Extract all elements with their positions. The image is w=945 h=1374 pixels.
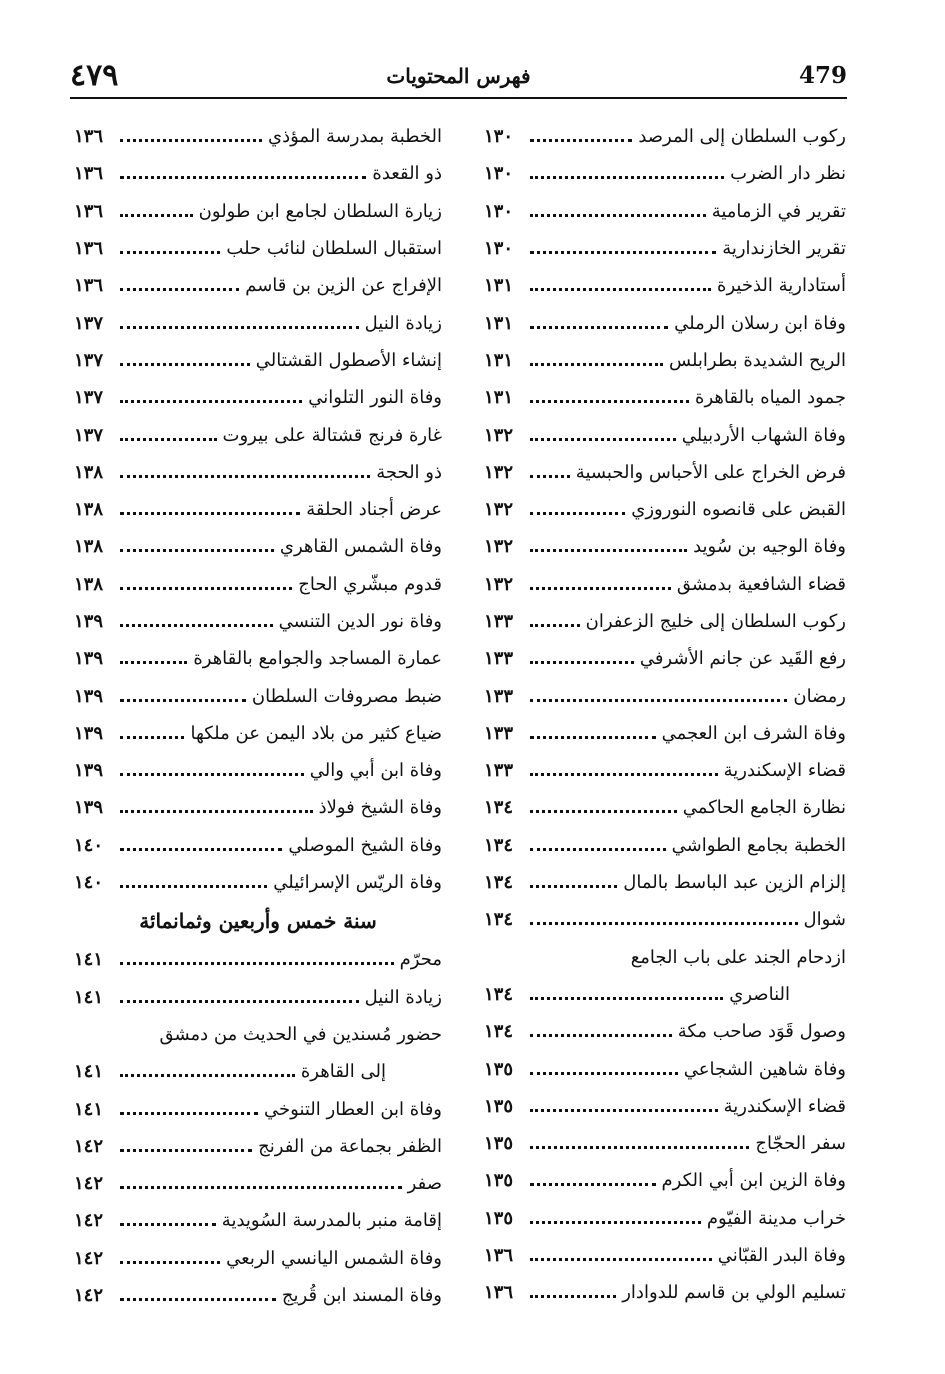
toc-entry: [484, 566, 846, 603]
toc-entry-title: وفاة الشيخ فولاذ: [318, 797, 442, 819]
dot-leader: [120, 549, 274, 552]
toc-entry-page: ١٤٢: [74, 1285, 104, 1307]
toc-entry-title: خراب مدينة الفيّوم: [706, 1207, 846, 1229]
toc-entry-page: ١٣٦: [74, 163, 104, 185]
toc-entry-page: ١٣٩: [74, 648, 104, 670]
dot-leader: [120, 176, 366, 179]
dot-leader: [530, 139, 632, 142]
toc-entry: [484, 1237, 846, 1274]
toc-entry: [484, 715, 846, 752]
toc-entry-title: ضبط مصروفات السلطان: [251, 685, 442, 707]
toc-entry-title: تقرير في الزمامية: [711, 200, 846, 222]
toc-entry-page: ١٣٥: [484, 1133, 514, 1155]
toc-entry: [484, 379, 846, 416]
dot-leader: [530, 288, 711, 291]
dot-leader: [120, 1261, 220, 1264]
toc-entry-title: ذو الحجة: [376, 461, 442, 483]
toc-entry-page: ١٣٥: [484, 1095, 514, 1117]
toc-entry-title: وفاة الشهاب الأردبيلي: [681, 424, 846, 446]
dot-leader: [530, 251, 716, 254]
page-number-latin: 479: [798, 62, 847, 89]
toc-entry: [484, 789, 846, 826]
toc-entry-page: ١٣٨: [74, 461, 104, 483]
toc-entry-page: ١٣١: [484, 312, 514, 334]
dot-leader: [530, 810, 677, 813]
toc-entry-title: وفاة الشمس القاهري: [279, 536, 442, 558]
toc-entry-title: وفاة البدر القبّاني: [717, 1245, 846, 1267]
toc-entry-title: وفاة النور التلواني: [308, 387, 442, 409]
toc-entry-title: وصول قَوَد صاحب مكة: [677, 1021, 846, 1043]
toc-entry: [74, 416, 442, 453]
toc-entry: [74, 827, 442, 864]
toc-entry: [484, 491, 846, 528]
toc-entry-title: قدوم مبشّري الحاج: [298, 573, 442, 595]
dot-leader: [120, 661, 187, 664]
toc-entry: [484, 155, 846, 192]
toc-entry-title: وفاة الشمس اليانسي الربعي: [226, 1247, 442, 1269]
toc-entry-page: ١٤٢: [74, 1173, 104, 1195]
toc-entry: [74, 1016, 442, 1053]
toc-entry-title: زيارة السلطان لجامع ابن طولون: [198, 200, 442, 222]
toc-entry-page: ١٣٦: [74, 275, 104, 297]
dot-leader: [530, 1034, 672, 1037]
toc-entry-title: عرض أجناد الحلقة: [306, 499, 442, 521]
toc-entry-page: ١٤١: [74, 1098, 104, 1120]
toc-entry: [74, 864, 442, 901]
toc-entry-title: عمارة المساجد والجوامع بالقاهرة: [193, 648, 442, 670]
toc-entry: [74, 1128, 442, 1165]
dot-leader: [120, 475, 370, 478]
toc-entry-page: ١٣٩: [74, 722, 104, 744]
toc-entry-title: نظارة الجامع الحاكمي: [682, 797, 846, 819]
toc-column-left: [74, 118, 442, 1314]
toc-entry: [74, 230, 442, 267]
toc-entry: [74, 454, 442, 491]
toc-entry-title: وفاة شاهين الشجاعي: [683, 1058, 846, 1080]
toc-entry-title: حضور مُسندين في الحديث من دمشق: [159, 1023, 442, 1045]
dot-leader: [120, 1112, 258, 1115]
toc-entry-page: ١٣٣: [484, 685, 514, 707]
toc-entry: [74, 342, 442, 379]
toc-entry-page: ١٣٢: [484, 536, 514, 558]
dot-leader: [120, 810, 313, 813]
toc-entry: [74, 752, 442, 789]
toc-entry-title: وفاة ابن رسلان الرملي: [674, 312, 846, 334]
toc-entry-title: وفاة الشيخ الموصلي: [288, 834, 442, 856]
toc-entry-title: تقرير الخازندارية: [722, 238, 846, 260]
toc-entry-title: صفر: [407, 1173, 442, 1195]
toc-entry-title: سفر الحجّاج: [755, 1133, 846, 1155]
dot-leader: [530, 400, 689, 403]
dot-leader: [120, 736, 184, 739]
dot-leader: [530, 773, 718, 776]
toc-entry-page: ١٤٠: [74, 834, 104, 856]
toc-entry-page: ١٤٢: [74, 1135, 104, 1157]
toc-entry-page: ١٣٤: [484, 797, 514, 819]
dot-leader: [530, 176, 724, 179]
toc-entry-page: ١٤٠: [74, 872, 104, 894]
toc-entry-page: ١٣٩: [74, 611, 104, 632]
toc-entry-title: إلزام الزين عبد الباسط بالمال: [623, 872, 846, 894]
toc-entry-page: ١٣٠: [484, 163, 514, 185]
toc-entry-page: ١٣٨: [74, 536, 104, 558]
toc-entry: [484, 528, 846, 565]
dot-leader: [530, 1146, 749, 1149]
toc-entry: [74, 491, 442, 528]
toc-entry-page: ١٤١: [74, 1061, 104, 1083]
toc-entry: [484, 864, 846, 901]
toc-entry-page: ١٣٦: [74, 126, 104, 148]
toc-entry-page: ١٣٠: [484, 238, 514, 260]
toc-entry-page: ١٣٤: [484, 1021, 514, 1043]
header-rule: [70, 97, 847, 99]
toc-entry-page: ١٣٠: [484, 200, 514, 222]
toc-entry: [484, 752, 846, 789]
dot-leader: [530, 475, 570, 478]
toc-entry-title: ركوب السلطان إلى المرصد: [638, 126, 846, 148]
toc-entry-page: ١٣٧: [74, 312, 104, 334]
dot-leader: [120, 251, 220, 254]
dot-leader: [120, 214, 193, 217]
toc-entry-title: جمود المياه بالقاهرة: [695, 387, 846, 409]
dot-leader: [530, 1258, 712, 1261]
toc-entry-title: الإفراج عن الزين بن قاسم: [245, 275, 442, 297]
toc-entry-page: ١٣٣: [484, 611, 514, 632]
toc-entry-title: ازدحام الجند على باب الجامع: [630, 946, 846, 968]
dot-leader: [120, 438, 217, 441]
toc-entry: [484, 1088, 846, 1125]
toc-entry: [74, 979, 442, 1016]
toc-entry-title: وفاة المسند ابن قُريج: [281, 1285, 442, 1307]
toc-entry-page: ١٣٧: [74, 387, 104, 409]
dot-leader: [120, 962, 394, 965]
dot-leader: [530, 1183, 656, 1186]
dot-leader: [120, 512, 300, 515]
toc-entry-title: شوال: [803, 909, 846, 931]
toc-entry-title: إلى القاهرة: [300, 1061, 386, 1083]
toc-entry: [484, 827, 846, 864]
dot-leader: [530, 1295, 616, 1298]
toc-entry: [484, 1050, 846, 1087]
toc-entry: [484, 939, 846, 976]
dot-leader: [530, 512, 625, 515]
toc-entry-title: نظر دار الضرب: [730, 163, 846, 185]
toc-entry: [484, 230, 846, 267]
toc-entry-page: ١٣٢: [484, 424, 514, 446]
dot-leader: [120, 1298, 276, 1301]
dot-leader: [120, 400, 302, 403]
toc-entry-title: ركوب السلطان إلى خليج الزعفران: [585, 611, 846, 632]
toc-entry-title: وفاة الزين ابن أبي الكرم: [661, 1170, 846, 1192]
toc-entry-title: محرّم: [399, 949, 442, 971]
toc-entry-page: ١٣٦: [74, 238, 104, 260]
dot-leader: [530, 624, 580, 627]
dot-leader: [120, 848, 282, 851]
toc-entry: [74, 1165, 442, 1202]
toc-entry-page: ١٣٦: [484, 1245, 514, 1267]
dot-leader: [120, 1074, 295, 1077]
dot-leader: [530, 1072, 678, 1075]
toc-entry: [74, 1090, 442, 1127]
toc-entry: [74, 379, 442, 416]
toc-entry: [74, 193, 442, 230]
toc-entry-page: ١٣٣: [484, 760, 514, 782]
toc-entry-title: رمضان: [793, 685, 846, 707]
toc-entry: [484, 342, 846, 379]
toc-entry-page: ١٣٥: [484, 1058, 514, 1080]
toc-entry: [74, 1053, 442, 1090]
toc-entry: [74, 603, 442, 640]
toc-entry-title: الخطبة بجامع الطواشي: [671, 834, 846, 856]
toc-entry-page: ١٣١: [484, 387, 514, 409]
dot-leader: [120, 363, 250, 366]
toc-entry-title: الظفر بجماعة من الفرنج: [258, 1135, 442, 1157]
toc-entry: [74, 1202, 442, 1239]
dot-leader: [530, 699, 787, 702]
toc-entry-page: ١٤٢: [74, 1210, 104, 1232]
toc-entry: [74, 715, 442, 752]
toc-entry-page: ١٣٤: [484, 872, 514, 894]
toc-entry-title: الناصري: [729, 983, 790, 1005]
dot-leader: [530, 922, 798, 925]
page-title: فهرس المحتويات: [386, 64, 531, 88]
dot-leader: [120, 288, 239, 291]
toc-entry-page: ١٣٦: [484, 1282, 514, 1304]
toc-entry-page: ١٤٢: [74, 1247, 104, 1269]
dot-leader: [120, 699, 246, 702]
toc-entry-title: زيادة النيل: [364, 312, 442, 334]
toc-entry: [484, 603, 846, 640]
toc-entry-page: ١٣٧: [74, 424, 104, 446]
toc-entry-title: إقامة منبر بالمدرسة السُويدية: [221, 1210, 442, 1232]
toc-entry-title: ذو القعدة: [372, 163, 442, 185]
toc-entry-title: قضاء الإسكندرية: [723, 760, 846, 782]
toc-entry-title: أستادارية الذخيرة: [717, 275, 846, 297]
dot-leader: [530, 214, 706, 217]
toc-entry: [484, 640, 846, 677]
dot-leader: [120, 885, 267, 888]
dot-leader: [120, 1149, 252, 1152]
toc-entry-title: قضاء الشافعية بدمشق: [676, 573, 846, 595]
toc-entry: [74, 1277, 442, 1314]
toc-entry: [74, 640, 442, 677]
dot-leader: [120, 1186, 402, 1189]
toc-entry-page: ١٣١: [484, 275, 514, 297]
toc-entry: [74, 267, 442, 304]
toc-entry: [484, 454, 846, 491]
toc-entry-title: وفاة الشرف ابن العجمي: [661, 722, 846, 744]
dot-leader: [530, 848, 666, 851]
toc-entry: [484, 1162, 846, 1199]
toc-entry-title: وفاة نور الدين التنسي: [278, 611, 442, 632]
toc-entry-title: رفع القَيد عن جانم الأشرفي: [639, 648, 846, 670]
page-number-arabic: ٤٧٩: [70, 58, 119, 93]
dot-leader: [530, 1109, 718, 1112]
dot-leader: [120, 773, 304, 776]
dot-leader: [120, 1000, 359, 1003]
toc-entry-page: ١٣٤: [484, 909, 514, 931]
toc-entry-title: قضاء الإسكندرية: [723, 1095, 846, 1117]
dot-leader: [530, 736, 656, 739]
toc-entry: [74, 941, 442, 978]
toc-entry: [74, 155, 442, 192]
toc-entry-page: ١٣٦: [74, 200, 104, 222]
dot-leader: [120, 139, 262, 142]
toc-entry: [74, 304, 442, 341]
dot-leader: [530, 363, 663, 366]
toc-entry: [74, 789, 442, 826]
toc-entry-title: الخطبة بمدرسة المؤذي: [268, 126, 442, 148]
toc-entry: [74, 118, 442, 155]
toc-entry: [74, 528, 442, 565]
section-heading: سنة خمس وأربعين وثمانمائة: [139, 909, 377, 934]
toc-entry-page: ١٣٢: [484, 461, 514, 483]
page-header: [70, 58, 847, 94]
toc-entry-title: وفاة الوجيه بن سُويد: [693, 536, 846, 558]
toc-entry: [74, 677, 442, 714]
toc-entry-page: ١٣٩: [74, 797, 104, 819]
toc-entry-page: ١٣٣: [484, 722, 514, 744]
dot-leader: [530, 997, 723, 1000]
dot-leader: [530, 587, 671, 590]
toc-entry-page: ١٣٢: [484, 499, 514, 521]
toc-entry-title: زيادة النيل: [364, 986, 442, 1008]
toc-entry-title: فرض الخراج على الأحباس والحبسية: [575, 461, 846, 483]
toc-entry-page: ١٣٣: [484, 648, 514, 670]
dot-leader: [530, 661, 634, 664]
toc-entry-title: إنشاء الأصطول القشتالي: [255, 349, 442, 371]
toc-entry-title: ضياع كثير من بلاد اليمن عن ملكها: [190, 722, 442, 744]
toc-entry: [484, 976, 846, 1013]
toc-entry: [484, 677, 846, 714]
toc-entry-title: تسليم الولي بن قاسم للدوادار: [622, 1282, 846, 1304]
toc-entry-title: وفاة ابن العطار التنوخي: [264, 1098, 442, 1120]
toc-entry-title: الريح الشديدة بطرابلس: [669, 349, 846, 371]
dot-leader: [120, 587, 292, 590]
toc-entry-page: ١٣٩: [74, 685, 104, 707]
toc-entry-page: ١٣٧: [74, 349, 104, 371]
toc-entry-page: ١٣٠: [484, 126, 514, 148]
toc-entry-title: وفاة الريّس الإسرائيلي: [273, 872, 442, 894]
toc-entry-title: غارة فرنج قشتالة على بيروت: [222, 424, 442, 446]
toc-entry: [484, 1274, 846, 1311]
dot-leader: [530, 326, 668, 329]
toc-entry-page: ١٤١: [74, 949, 104, 971]
toc-entry-title: القبض على قانصوه النوروزي: [631, 499, 846, 521]
toc-entry-page: ١٣١: [484, 349, 514, 371]
toc-column-right: [484, 118, 846, 1312]
toc-entry-page: ١٣٩: [74, 760, 104, 782]
toc-entry: [484, 1200, 846, 1237]
toc-entry: [484, 193, 846, 230]
toc-entry-page: ١٣٨: [74, 499, 104, 521]
toc-entry-title: استقبال السلطان لنائب حلب: [226, 238, 442, 260]
dot-leader: [120, 326, 359, 329]
dot-leader: [530, 885, 617, 888]
toc-entry: [484, 267, 846, 304]
dot-leader: [120, 624, 273, 627]
toc-entry-page: ١٣٥: [484, 1207, 514, 1229]
toc-entry: [484, 118, 846, 155]
toc-entry: [484, 1013, 846, 1050]
toc-entry-page: ١٤١: [74, 986, 104, 1008]
toc-entry: [74, 1240, 442, 1277]
dot-leader: [530, 549, 687, 552]
toc-entry: [484, 1125, 846, 1162]
dot-leader: [120, 1223, 216, 1226]
toc-entry-page: ١٣٤: [484, 983, 514, 1005]
toc-entry-page: ١٣٢: [484, 573, 514, 595]
dot-leader: [530, 438, 676, 441]
dot-leader: [530, 1221, 701, 1224]
toc-entry-page: ١٣٤: [484, 834, 514, 856]
toc-entry-title: وفاة ابن أبي والي: [309, 760, 442, 782]
toc-entry: [484, 304, 846, 341]
toc-entry-page: ١٣٥: [484, 1170, 514, 1192]
toc-entry: [484, 416, 846, 453]
toc-entry: [484, 901, 846, 938]
toc-entry-page: ١٣٨: [74, 573, 104, 595]
toc-entry: [74, 566, 442, 603]
